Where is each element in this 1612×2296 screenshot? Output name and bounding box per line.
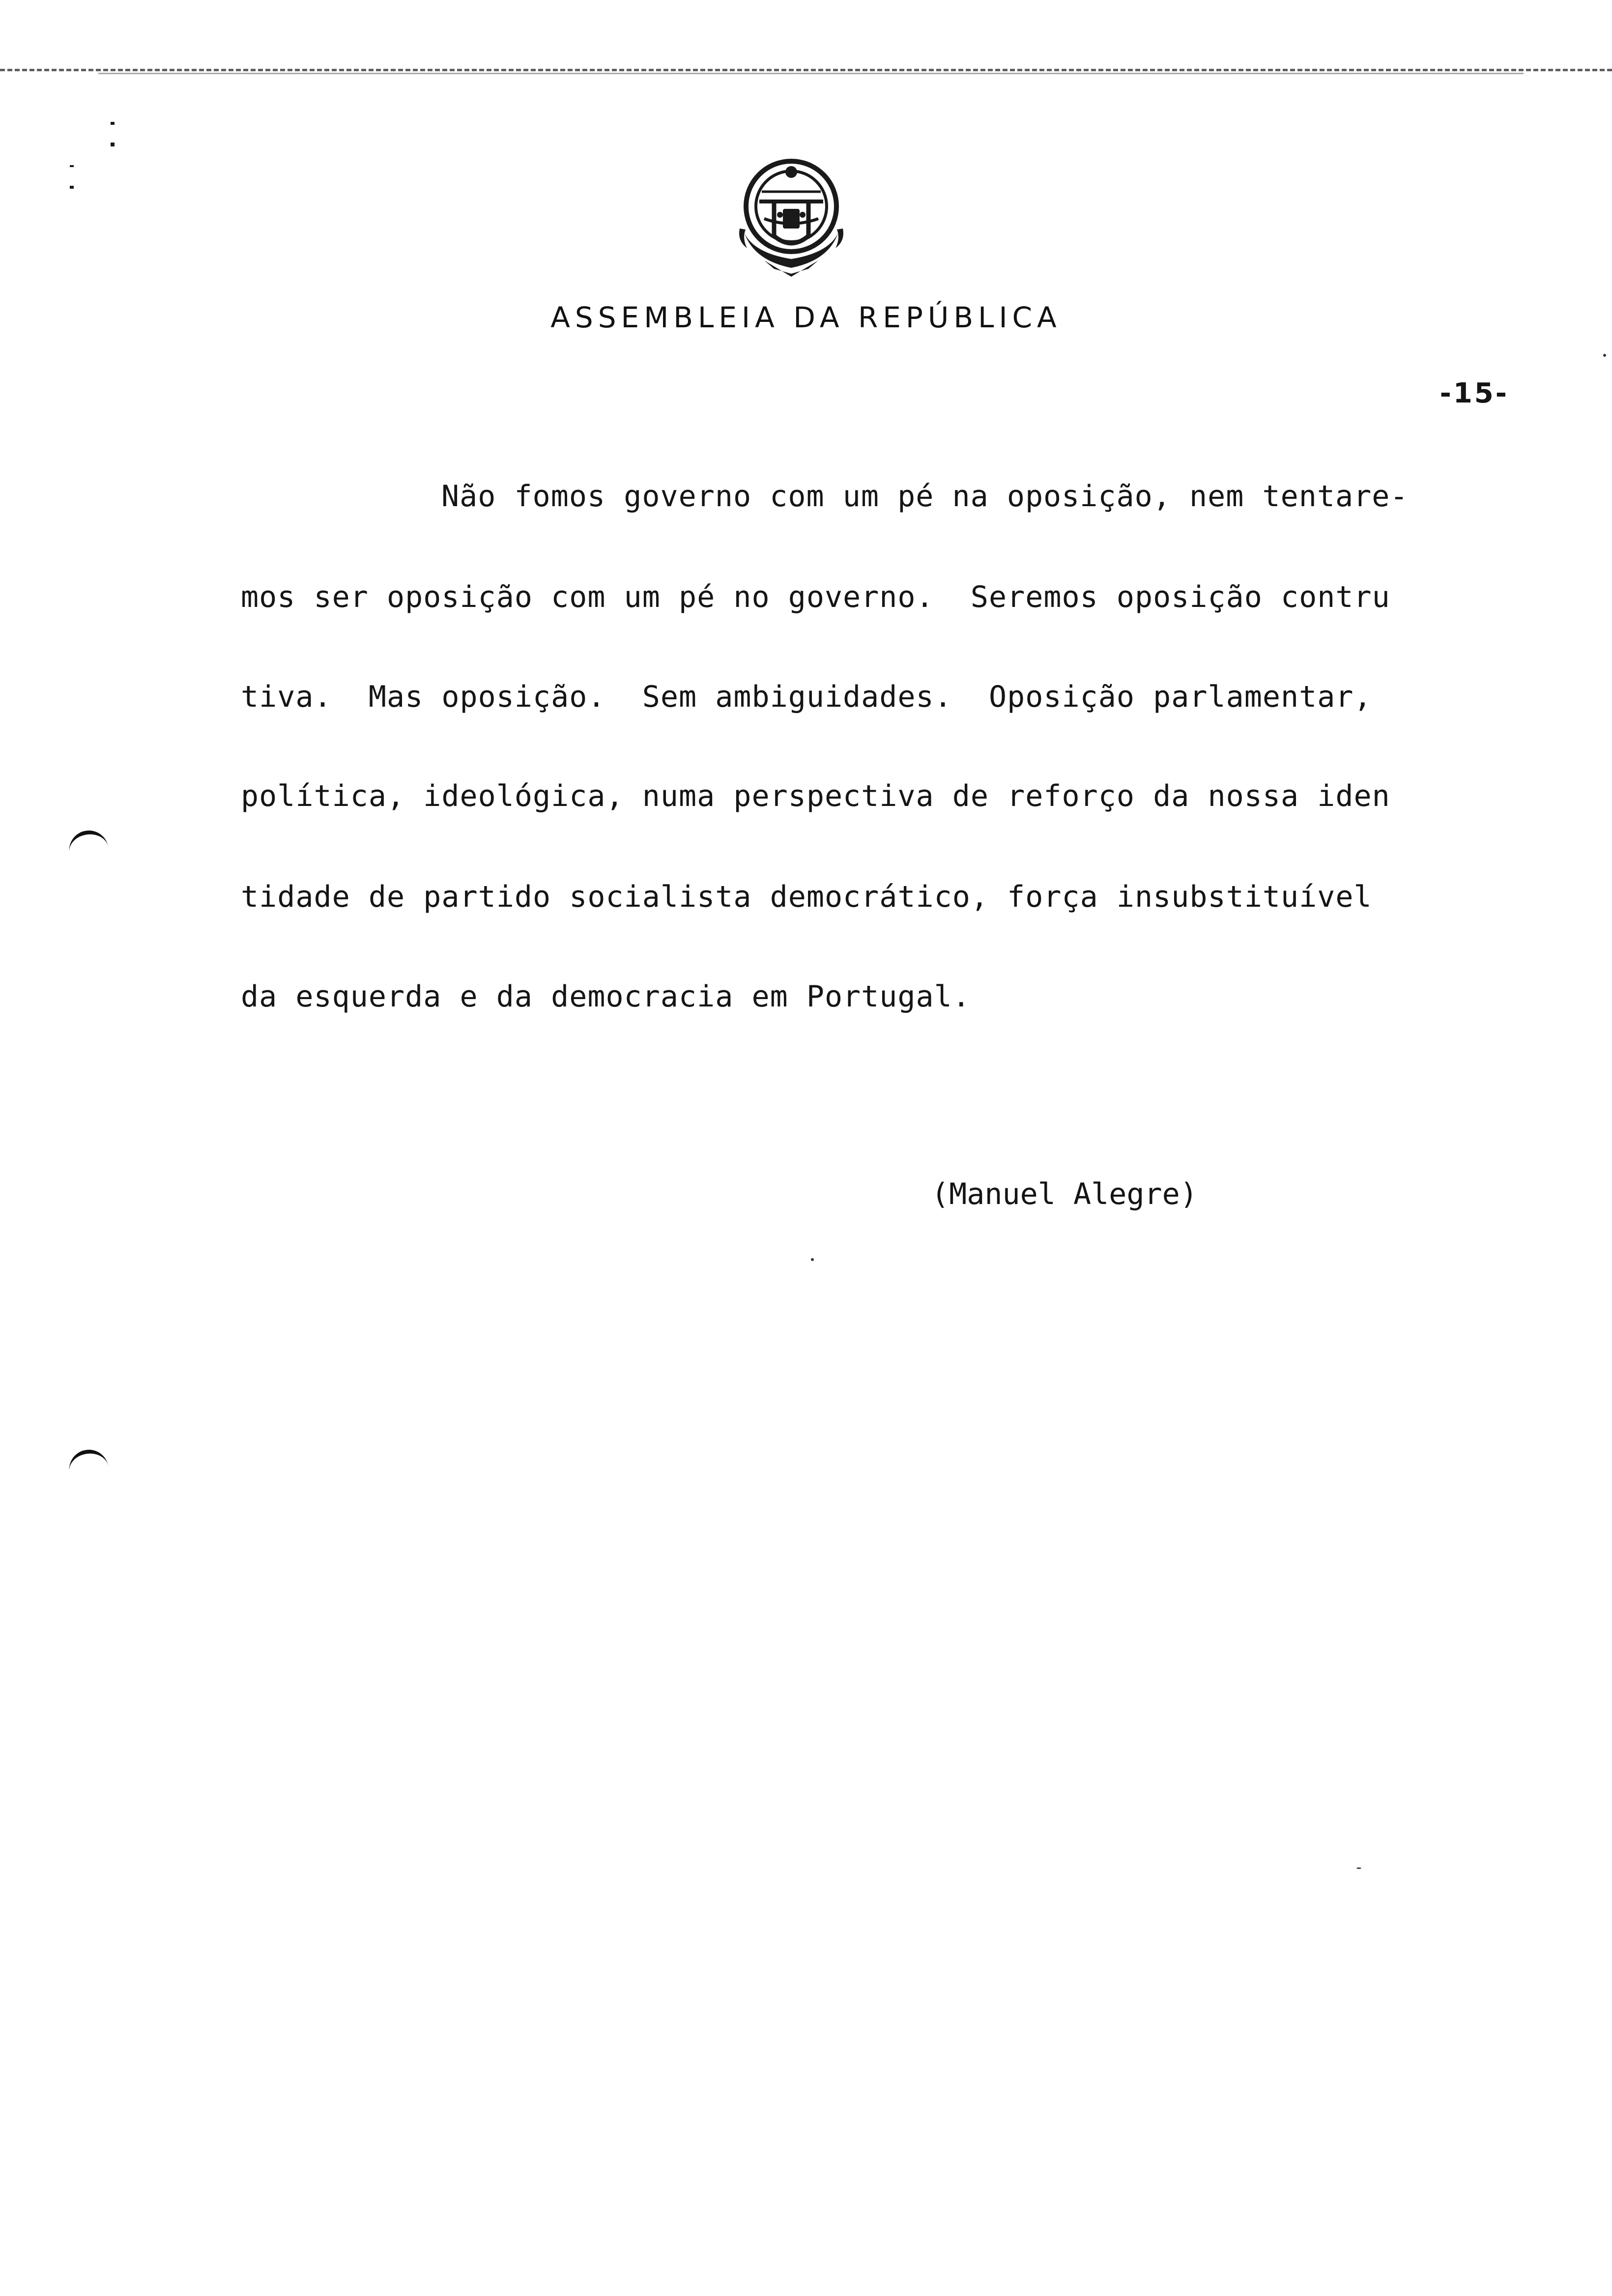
body-line: tiva. Mas oposição. Sem ambiguidades. Oposição parlamentar, xyxy=(241,680,1372,714)
scan-speck xyxy=(1356,1867,1361,1869)
top-edge-rule xyxy=(0,69,1612,71)
body-line: Não fomos governo com um pé na oposição, nem tentare- xyxy=(441,479,1409,514)
republic-coat-of-arms-icon xyxy=(735,155,848,278)
punch-hole-mark xyxy=(67,1447,111,1486)
body-line: política, ideológica, numa perspectiva de reforço da nossa iden xyxy=(241,779,1390,813)
margin-mark xyxy=(111,143,115,146)
signature: (Manuel Alegre) xyxy=(931,1177,1198,1211)
body-line: tidade de partido socialista democrático, força insubstituível xyxy=(241,880,1372,914)
margin-mark xyxy=(70,186,74,189)
page-number: -15- xyxy=(1439,377,1509,409)
scan-speck xyxy=(1603,354,1606,357)
body-line: mos ser oposição com um pé no governo. Seremos oposição contru xyxy=(241,580,1390,614)
body-line: da esquerda e da democracia em Portugal. xyxy=(241,979,971,1014)
margin-mark xyxy=(111,122,115,125)
margin-mark xyxy=(70,165,74,167)
scan-speck xyxy=(811,1258,814,1261)
punch-hole-mark xyxy=(67,828,111,866)
top-edge-rule-solid xyxy=(98,73,1524,74)
institution-title: ASSEMBLEIA DA REPÚBLICA xyxy=(550,301,1062,334)
